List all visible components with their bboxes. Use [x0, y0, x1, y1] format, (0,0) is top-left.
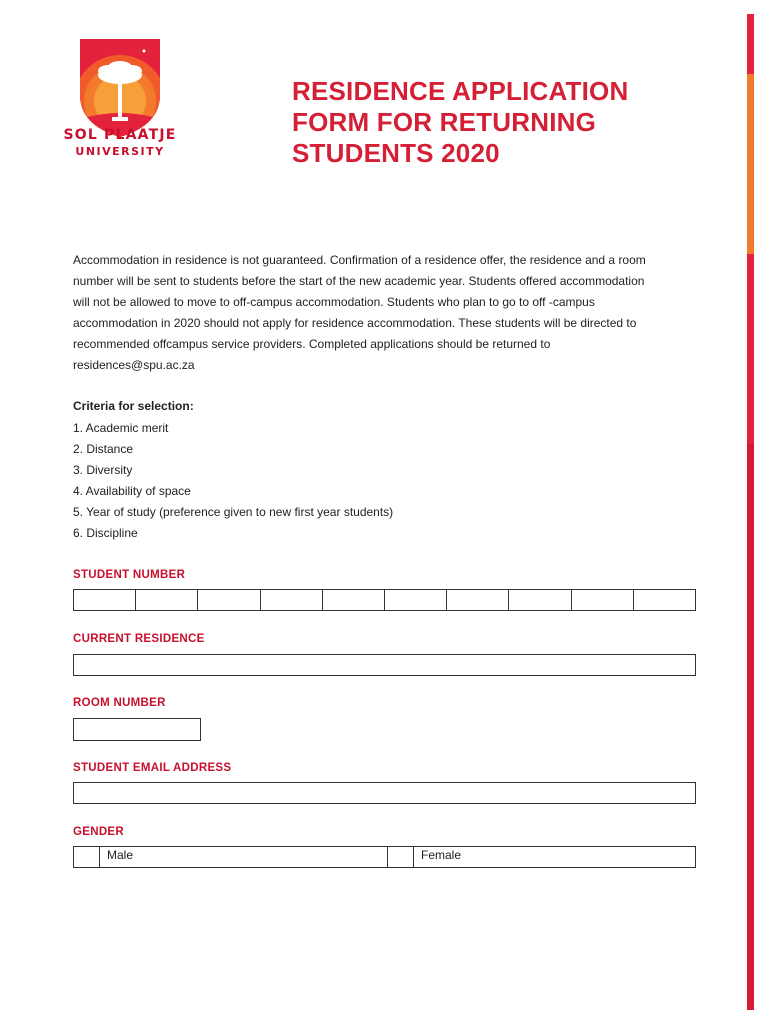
student-email-label: STUDENT EMAIL ADDRESS [73, 762, 232, 774]
form-title-line: FORM FOR RETURNING [292, 107, 597, 137]
criteria-item: 4. Availability of space [73, 484, 191, 498]
logo-university-subtitle: UNIVERSITY [75, 145, 165, 158]
contact-email[interactable]: residences@spu.ac.za [73, 358, 195, 372]
student-number-digit-box[interactable] [136, 590, 198, 610]
criteria-item: 5. Year of study (preference given to new first year students) [73, 505, 394, 519]
page-edge-accent-bar [747, 14, 754, 1010]
criteria-list [73, 418, 393, 544]
criteria-item: 6. Discipline [73, 526, 138, 540]
current-residence-field[interactable] [73, 654, 696, 676]
criteria-heading: Criteria for selection: [73, 399, 194, 413]
student-number-digit-box[interactable] [572, 590, 634, 610]
gender-female-checkbox[interactable] [388, 847, 414, 867]
form-title-line: STUDENTS 2020 [292, 138, 500, 168]
intro-line: accommodation in 2020 should not apply for residence accommodation. These students will be directed to [73, 316, 637, 330]
logo-university-name: SOL PLAATJE [63, 127, 177, 143]
criteria-item: 3. Diversity [73, 463, 133, 477]
student-number-grid [73, 589, 696, 611]
student-number-digit-box[interactable] [323, 590, 385, 610]
intro-line: number will be sent to students before the start of the new academic year. Students offered accommodation [73, 274, 645, 288]
gender-female-label: Female [421, 848, 462, 862]
student-number-digit-box[interactable] [198, 590, 260, 610]
room-number-field[interactable] [73, 718, 201, 741]
form-title-line: RESIDENCE APPLICATION [292, 76, 629, 106]
intro-line: Accommodation in residence is not guaranteed. Confirmation of a residence offer, the residence and a room [73, 253, 646, 267]
gender-male-label: Male [100, 847, 388, 867]
current-residence-label: CURRENT RESIDENCE [73, 633, 205, 645]
student-number-digit-box[interactable] [74, 590, 136, 610]
room-number-label: ROOM NUMBER [73, 697, 166, 709]
form-title [292, 76, 712, 169]
intro-paragraph [73, 250, 698, 376]
criteria-item: 1. Academic merit [73, 421, 169, 435]
student-number-digit-box[interactable] [447, 590, 509, 610]
gender-label: GENDER [73, 826, 125, 838]
criteria-item: 2. Distance [73, 442, 134, 456]
gender-male-checkbox[interactable] [74, 847, 100, 867]
gender-options-row [73, 846, 696, 868]
student-email-field[interactable] [73, 782, 696, 804]
student-number-digit-box[interactable] [509, 590, 571, 610]
intro-line: recommended offcampus service providers. Completed applications should be returned to [73, 337, 551, 351]
student-number-digit-box[interactable] [634, 590, 695, 610]
intro-line: will not be allowed to move to off-campus accommodation. Students who plan to go to off -campus [73, 295, 595, 309]
student-number-digit-box[interactable] [385, 590, 447, 610]
student-number-label: STUDENT NUMBER [73, 569, 186, 581]
student-number-digit-box[interactable] [261, 590, 323, 610]
